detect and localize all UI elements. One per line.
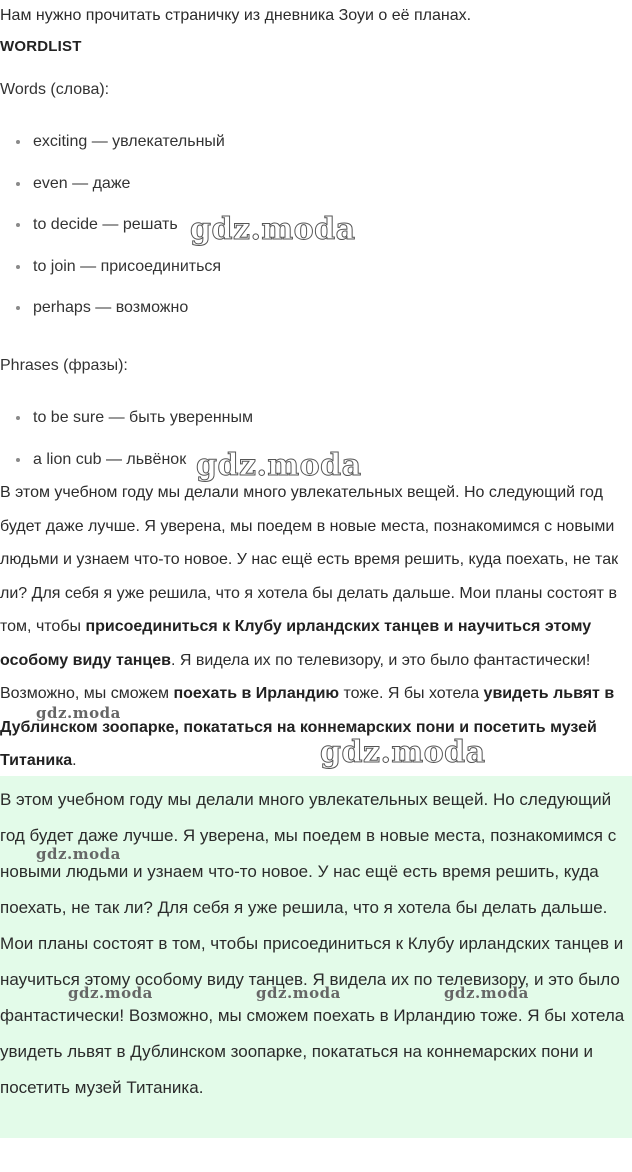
paragraph-text: . (72, 752, 77, 769)
watermark-logo: gdz.moda (36, 704, 121, 722)
word-entry: to decide — решать (33, 216, 178, 234)
intro-text: Нам нужно прочитать страничку из дневника Зоуи о её планах. (0, 7, 472, 24)
list-item (0, 406, 253, 448)
watermark-logo: gdz.moda (190, 212, 356, 247)
list-item (0, 296, 225, 338)
diary-paragraph (0, 476, 630, 778)
word-entry: to join — присоединиться (33, 257, 222, 275)
bullet-icon (16, 223, 20, 227)
watermark-logo: gdz.moda (196, 448, 362, 483)
word-entry: even — даже (33, 174, 131, 192)
bullet-icon (16, 416, 20, 420)
list-item (0, 130, 225, 172)
bullet-icon (16, 458, 20, 462)
watermark-logo: gdz.moda (444, 984, 529, 1002)
bullet-icon (16, 265, 20, 269)
words-label: Words (слова): (0, 81, 110, 98)
list-item (0, 172, 225, 214)
bullet-icon (16, 140, 20, 144)
bullet-icon (16, 306, 20, 310)
watermark-logo: gdz.moda (68, 984, 153, 1002)
answer-box (0, 776, 632, 1138)
watermark-logo: gdz.moda (320, 735, 486, 770)
watermark-logo: gdz.moda (256, 984, 341, 1002)
watermark-logo: gdz.moda (36, 845, 121, 863)
list-item (0, 255, 225, 297)
word-entry: perhaps — возможно (33, 299, 189, 317)
answer-text: В этом учебном году мы делали много увлекательных вещей. Но следующий год будет даже лучше. Я уверена, мы поедем в новые места, познакомимся с новыми людьми и узнаем что-то новое. У нас ещё есть время решить, куда поехать, не так ли? Для себя я уже решила, что я хотела бы делать дальше. Мои планы состоят в том, чтобы присоединиться к Клубу ирландских танцев и научиться этому особому виду танцев. Я видела их по телевизору, и это было фантастически! Возможно, мы сможем поехать в Ирландию тоже. Я бы хотела увидеть львят в Дублинском зоопарке, покататься на коннемарских пони и посетить музей Титаника. (0, 790, 625, 1097)
word-entry: exciting — увлекательный (33, 133, 225, 150)
paragraph-bold: поехать в Ирландию (173, 685, 340, 702)
paragraph-text: тоже. Я бы хотела (339, 685, 484, 702)
phrase-entry: a lion cub — львёнок (33, 450, 187, 468)
paragraph-text: В этом учебном году мы делали много увлекательных вещей. Но следующий год будет даже лучше. Я уверена, мы поедем в новые места, познакомимся с новыми людьми и узнаем что-то новое. У нас ещё есть время решить, куда поехать, не так ли? Для себя я уже решила, что я хотела бы делать дальше. Мои планы состоят в том, чтобы (0, 484, 619, 635)
phrases-label: Phrases (фразы): (0, 357, 128, 374)
paragraph-bold: увидеть львят в Дублинском зоопарке, покататься на коннемарских пони и посетить музей Титаника (0, 685, 615, 769)
paragraph-bold: присоединиться к Клубу ирландских танцев и научиться этому особому виду танцев (0, 618, 592, 669)
paragraph-text: . Я видела их по телевизору, и это было фантастически! Возможно, мы сможем (0, 651, 591, 702)
bullet-icon (16, 182, 20, 186)
phrase-entry: to be sure — быть уверенным (33, 409, 254, 426)
wordlist-title: WORDLIST (0, 38, 82, 55)
